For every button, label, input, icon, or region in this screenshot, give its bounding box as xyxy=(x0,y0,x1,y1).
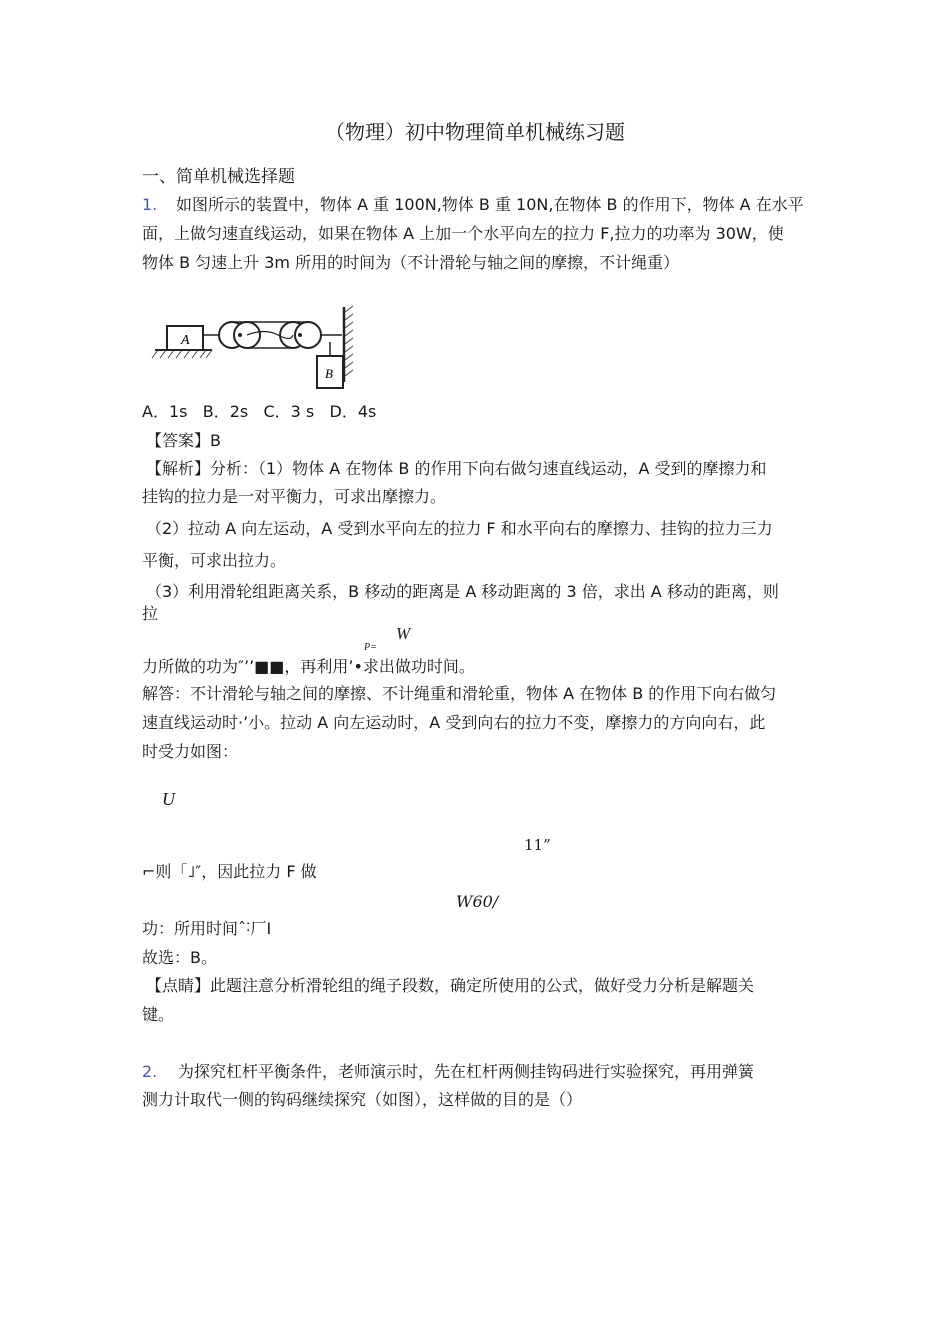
solution-text: 功：所用时间ˆ˸厂I xyxy=(142,919,272,938)
solution-text: ⌐则「˩″，因此拉力 F 做 xyxy=(142,862,317,881)
analysis-text: 平衡，可求出拉力。 xyxy=(142,551,287,570)
question-number: 1. xyxy=(142,195,158,214)
question-text: 测力计取代一侧的钩码继续探究（如图），这样做的目的是（） xyxy=(142,1090,583,1109)
question-text: 物体 B 匀速上升 3m 所用的时间为（不计滑轮与轴之间的摩擦，不计绳重） xyxy=(142,253,680,272)
question-text: 如图所示的装置中，物体 A 重 100N,物体 B 重 10N,在物体 B 的作用下，物体 A 在水平 xyxy=(176,195,804,214)
block-b-label: B xyxy=(325,366,333,381)
pulley-figure xyxy=(150,302,365,398)
question-number: 2. xyxy=(142,1062,158,1081)
section-heading: 一、简单机械选择题 xyxy=(142,167,295,187)
comment-text: 【点睛】此题注意分析滑轮组的绳子段数，确定所使用的公式，做好受力分析是解题关 xyxy=(146,976,755,995)
analysis-text: 力所做的功为″’’■■，再利用’•求出做功时间。 xyxy=(142,657,475,676)
analysis-text: 【解析】分析：（1）物体 A 在物体 B 的作用下向右做匀速直线运动，A 受到的摩擦力和 xyxy=(146,459,767,478)
solution-text: 速直线运动时·’小。拉动 A 向左运动时，A 受到向右的拉力不变，摩擦力的方向向右，此 xyxy=(142,713,766,732)
block-a-label: A xyxy=(181,333,190,348)
analysis-text: 挂钩的拉力是一对平衡力，可求出摩擦力。 xyxy=(142,487,447,506)
question-text: 为探究杠杆平衡条件，老师演示时，先在杠杆两侧挂钩码进行实验探究，再用弹簧 xyxy=(178,1062,755,1081)
formula-fragment: W xyxy=(396,624,411,643)
page-title: （物理）初中物理简单机械练习题 xyxy=(325,120,625,144)
formula-fragment: 11” xyxy=(524,836,551,854)
analysis-text: （2）拉动 A 向左运动，A 受到水平向左的拉力 F 和水平向右的摩擦力、挂钩的拉力三力 xyxy=(146,519,773,538)
answer: 【答案】B xyxy=(146,431,221,450)
analysis-text: （3）利用滑轮组距离关系，B 移动的距离是 A 移动距离的 3 倍，求出 A 移动的距离，则 xyxy=(146,582,779,601)
analysis-text: 拉 xyxy=(142,604,159,623)
answer-options: A．1s B．2s C．3 s D．4s xyxy=(142,402,377,421)
question-text: 面，上做匀速直线运动，如果在物体 A 上加一个水平向左的拉力 F,拉力的功率为 30W，使 xyxy=(142,224,784,243)
solution-text: 时受力如图： xyxy=(142,742,239,761)
formula-fragment: W60/ xyxy=(456,892,499,911)
final-choice: 故选：B。 xyxy=(142,948,217,967)
formula-fragment: U xyxy=(162,789,175,809)
solution-text: 解答：不计滑轮与轴之间的摩擦、不计绳重和滑轮重，物体 A 在物体 B 的作用下向右做匀 xyxy=(142,684,777,703)
formula-fragment: P= xyxy=(364,642,377,653)
comment-text: 键。 xyxy=(142,1005,175,1024)
